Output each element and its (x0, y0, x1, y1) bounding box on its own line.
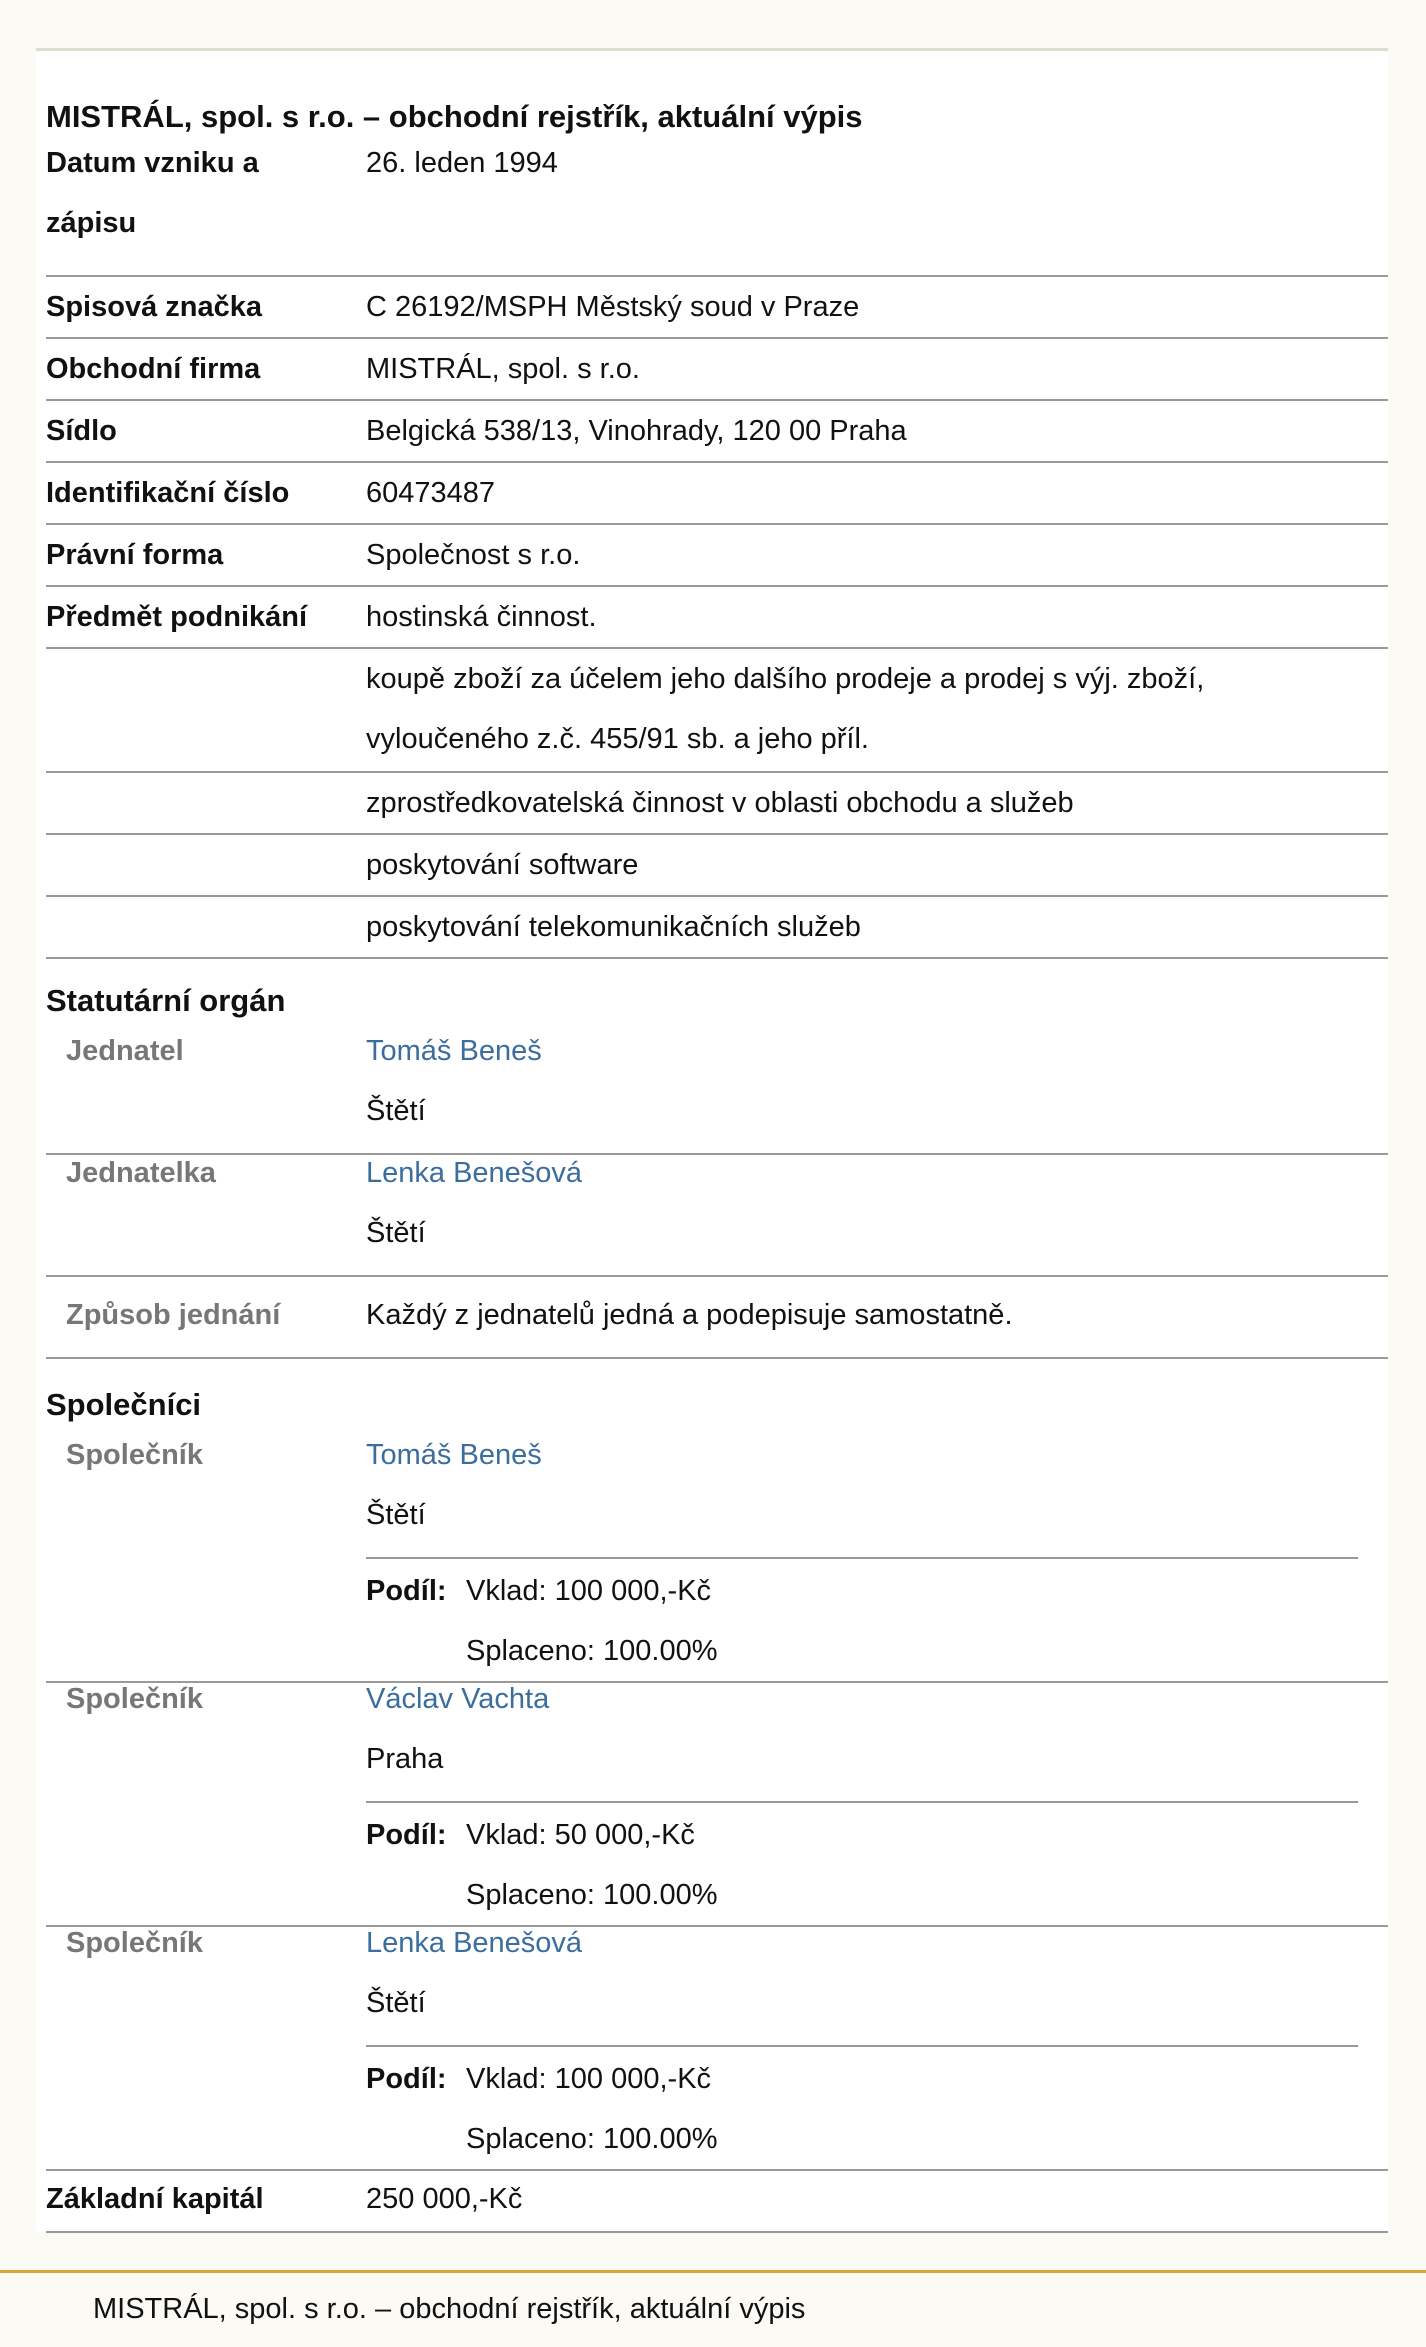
zpusob-label: Způsob jednání (66, 1299, 281, 1331)
label-spisova: Spisová značka (46, 291, 262, 323)
podil-label: Podíl: (366, 1575, 447, 1607)
row-divider (46, 1275, 1388, 1277)
label-forma: Právní forma (46, 539, 224, 571)
vklad-value: Vklad: 100 000,-Kč (466, 1575, 712, 1607)
inner-divider (366, 1557, 1358, 1559)
label-kapital: Základní kapitál (46, 2183, 264, 2215)
predmet-item: koupě zboží za účelem jeho dalšího prodeje a prodej s výj. zboží, vyloučeného z.č. 455/91 sb. a jeho příl. (366, 663, 1205, 755)
row-divider (46, 1925, 1388, 1927)
vklad-value: Vklad: 100 000,-Kč (466, 2063, 712, 2095)
role-label: Společník (66, 1683, 203, 1715)
zpusob-value: Každý z jednatelů jedná a podepisuje samostatně. (366, 1299, 1013, 1331)
person-link[interactable]: Lenka Benešová (366, 1927, 583, 1959)
row-divider (46, 1357, 1388, 1359)
inner-divider (366, 1801, 1358, 1803)
role-label: Společník (66, 1439, 203, 1471)
predmet-item: poskytování telekomunikačních služeb (366, 911, 861, 943)
row-divider (46, 523, 1388, 525)
section-title-spolecnici: Společníci (46, 1387, 202, 1422)
label-ico: Identifikační číslo (46, 477, 290, 509)
row-divider (46, 1153, 1388, 1155)
footer (0, 2270, 1426, 2347)
person-city: Štětí (366, 1987, 426, 2019)
page-title: MISTRÁL, spol. s r.o. – obchodní rejstřík, aktuální výpis (46, 99, 863, 134)
row-divider (46, 833, 1388, 835)
inner-divider (366, 2045, 1358, 2047)
splaceno-value: Splaceno: 100.00% (466, 1635, 718, 1667)
row-divider (46, 957, 1388, 959)
splaceno-value: Splaceno: 100.00% (466, 2123, 718, 2155)
person-link[interactable]: Václav Vachta (366, 1683, 550, 1715)
value-sidlo: Belgická 538/13, Vinohrady, 120 00 Praha (366, 415, 907, 447)
value-firma: MISTRÁL, spol. s r.o. (366, 353, 640, 385)
row-divider (46, 2231, 1388, 2233)
role-label: Jednatelka (66, 1157, 216, 1189)
person-city: Štětí (366, 1095, 426, 1127)
podil-label: Podíl: (366, 2063, 447, 2095)
person-link[interactable]: Tomáš Beneš (366, 1035, 542, 1067)
person-city: Štětí (366, 1217, 426, 1249)
person-city: Štětí (366, 1499, 426, 1531)
predmet-item: hostinská činnost. (366, 601, 597, 633)
person-link[interactable]: Tomáš Beneš (366, 1439, 542, 1471)
section-title-statutarni: Statutární orgán (46, 983, 286, 1018)
value-forma: Společnost s r.o. (366, 539, 581, 571)
value-kapital: 250 000,-Kč (366, 2183, 523, 2215)
splaceno-value: Splaceno: 100.00% (466, 1879, 718, 1911)
person-city: Praha (366, 1743, 444, 1775)
label-sidlo: Sídlo (46, 415, 117, 447)
label-firma: Obchodní firma (46, 353, 261, 385)
predmet-item: zprostředkovatelská činnost v oblasti obchodu a služeb (366, 787, 1074, 819)
role-label: Společník (66, 1927, 203, 1959)
label-datum: Datum vzniku a zápisu (46, 147, 259, 239)
podil-label: Podíl: (366, 1819, 447, 1851)
predmet-item: poskytování software (366, 849, 639, 881)
value-ico: 60473487 (366, 477, 496, 509)
value-datum: 26. leden 1994 (366, 147, 558, 179)
vklad-value: Vklad: 50 000,-Kč (466, 1819, 695, 1851)
registry-extract (36, 48, 1388, 2231)
row-divider (46, 1681, 1388, 1683)
footer-title: MISTRÁL, spol. s r.o. – obchodní rejstřík, aktuální výpis (93, 2293, 806, 2325)
label-predmet: Předmět podnikání (46, 601, 308, 633)
person-link[interactable]: Lenka Benešová (366, 1157, 583, 1189)
value-spisova: C 26192/MSPH Městský soud v Praze (366, 291, 860, 323)
role-label: Jednatel (66, 1035, 184, 1067)
